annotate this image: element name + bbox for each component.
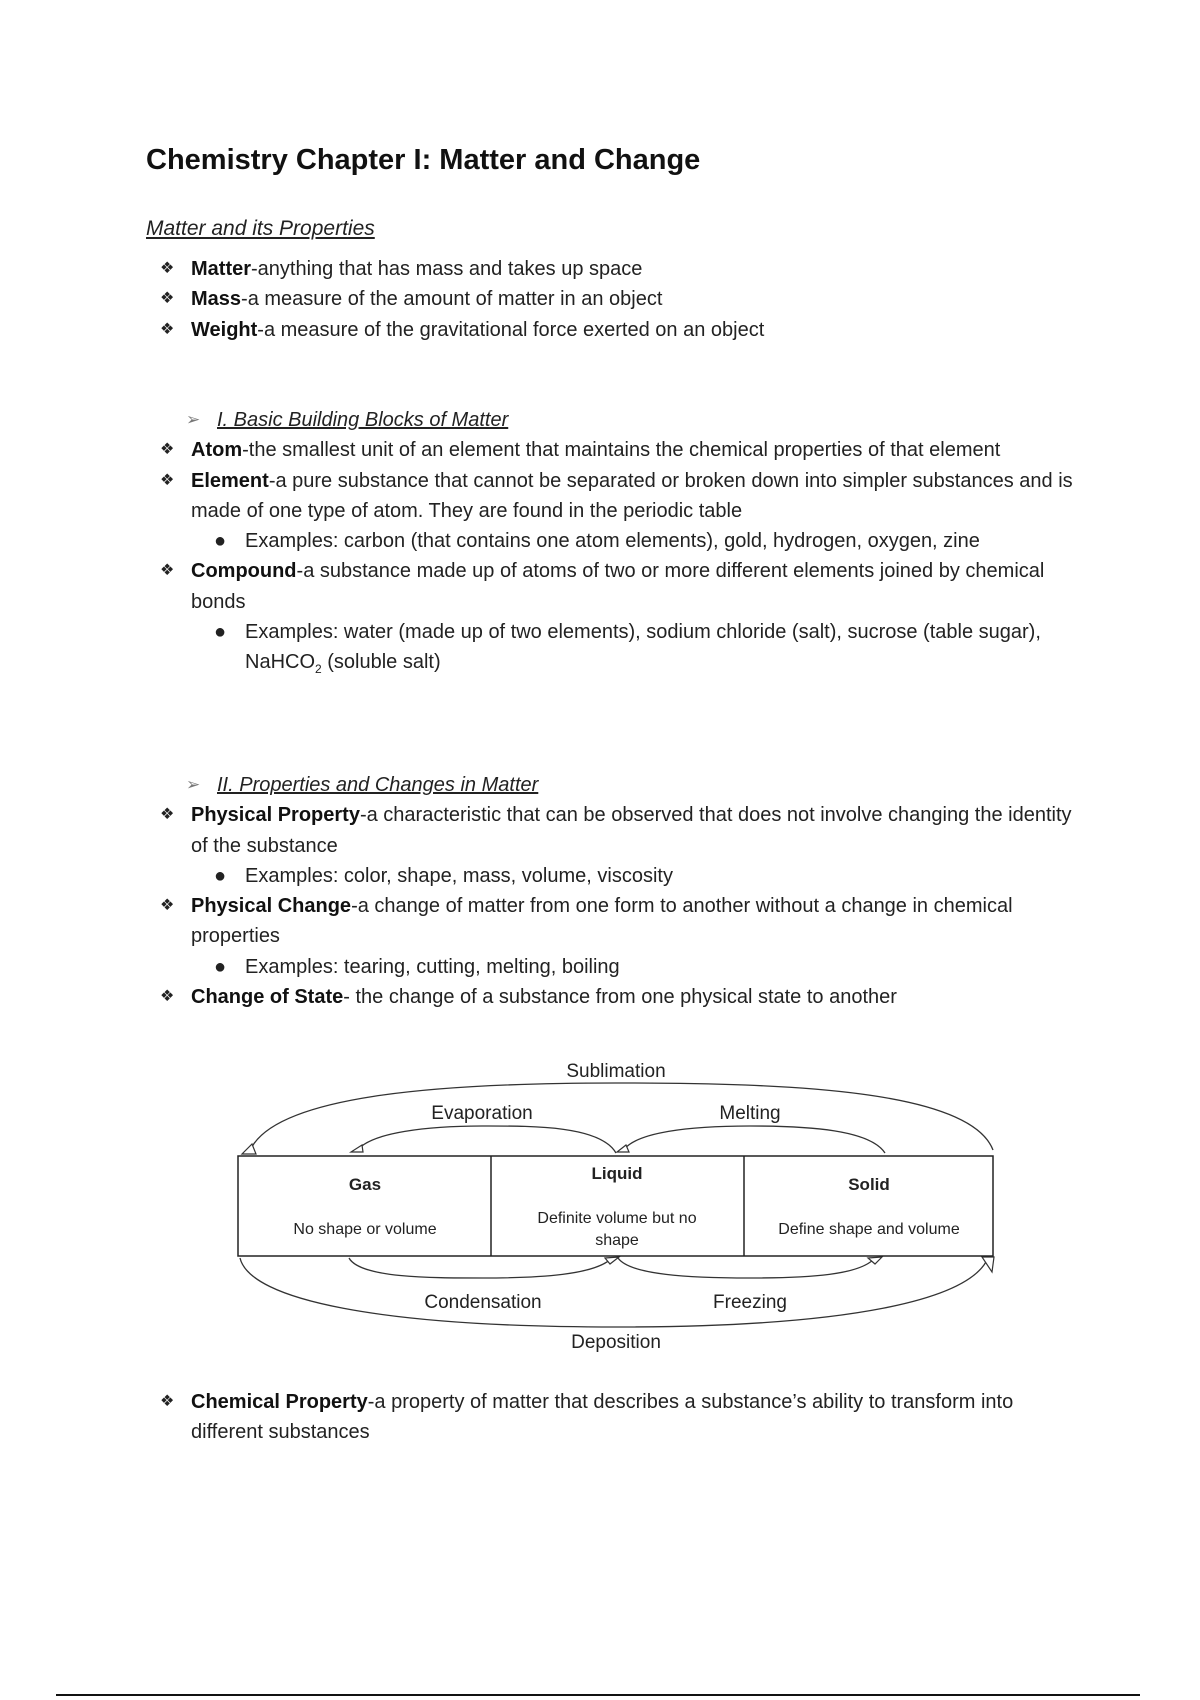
list-item: [0, 284, 1200, 314]
list-item: [0, 466, 1200, 527]
diamond-bullet-icon: ❖: [160, 260, 175, 277]
definition: -anything that has mass and takes up space: [251, 258, 643, 280]
diamond-bullet-icon: ❖: [160, 471, 175, 489]
dot-bullet-icon: ●: [214, 530, 227, 553]
diamond-bullet-icon: ❖: [160, 897, 175, 915]
sub-list-item: [0, 526, 1200, 556]
part2: [0, 770, 1200, 1012]
sub-list-item: [0, 617, 1200, 685]
diamond-bullet-icon: ❖: [160, 441, 175, 459]
example-text: Examples: tearing, cutting, melting, boiling: [245, 955, 620, 978]
arrow-bullet-icon: ➢: [186, 775, 201, 794]
term: Chemical Property: [191, 1391, 368, 1413]
term: Physical Change: [191, 895, 352, 918]
definition: -a measure of the gravitational force exerted on an object: [257, 318, 765, 341]
heading-text: II. Properties and Changes in Matter: [217, 774, 539, 796]
condensation-arc: [349, 1258, 612, 1278]
intro-list: [0, 254, 1200, 345]
condensation-label: Condensation: [424, 1292, 542, 1313]
example-text: Examples: color, shape, mass, volume, viscosity: [245, 864, 673, 887]
section-heading: Matter and its Properties: [146, 217, 375, 240]
freezing-label: Freezing: [713, 1292, 787, 1313]
diamond-bullet-icon: ❖: [160, 1393, 175, 1410]
arrowhead-icon: [242, 1144, 256, 1154]
example-text-end: (soluble salt): [321, 651, 441, 674]
definition: -a characteristic that can be observed that does not involve changing the identity of the substance: [191, 804, 1072, 857]
sublimation-label: Sublimation: [566, 1061, 666, 1082]
dot-bullet-icon: ●: [214, 955, 227, 978]
definition: -the smallest unit of an element that maintains the chemical properties of that element: [242, 439, 1001, 462]
dot-bullet-icon: ●: [214, 621, 227, 644]
part2-heading: [0, 770, 1200, 800]
dot-bullet-icon: ●: [214, 864, 227, 887]
sub-list-item: [0, 861, 1200, 891]
solid-label: Solid: [848, 1175, 890, 1194]
term: Compound: [191, 560, 297, 583]
footer-divider: [56, 1694, 1140, 1696]
gas-description: No shape or volume: [293, 1221, 437, 1238]
example-text: Examples: water (made up of two elements), sodium chloride (salt), sucrose (table sugar), NaHCO: [245, 621, 1041, 674]
diamond-bullet-icon: ❖: [160, 806, 175, 824]
melting-label: Melting: [719, 1103, 781, 1124]
term: Physical Property: [191, 804, 360, 827]
subscript: 2: [315, 662, 322, 677]
gas-label: Gas: [348, 1175, 382, 1194]
diamond-bullet-icon: ❖: [160, 320, 175, 338]
term: Weight: [191, 318, 258, 341]
term: Element: [191, 469, 269, 492]
evaporation-label: Evaporation: [431, 1103, 533, 1124]
definition: -a change of matter from one form to another without a change in chemical properties: [191, 895, 1013, 948]
arrow-bullet-icon: ➢: [186, 410, 201, 429]
liquid-label: Liquid: [591, 1164, 643, 1183]
melting-arc: [623, 1126, 885, 1153]
part1-heading: [0, 405, 1200, 435]
deposition-arc: [240, 1258, 988, 1327]
diamond-bullet-icon: ❖: [160, 988, 175, 1006]
definition: -a property of matter that describes a substance’s ability to transform into different substances: [191, 1391, 1014, 1444]
diamond-bullet-icon: ❖: [160, 290, 175, 308]
page-title: Chemistry Chapter I: Matter and Change: [146, 144, 701, 176]
deposition-label: Deposition: [571, 1332, 661, 1353]
evaporation-arc: [357, 1126, 616, 1153]
sublimation-arc: [249, 1083, 993, 1153]
list-item: [0, 254, 1200, 284]
arrowhead-icon: [351, 1145, 363, 1152]
term: Matter: [191, 258, 252, 280]
solid-description: Define shape and volume: [778, 1221, 960, 1238]
example-text: Examples: carbon (that contains one atom elements), gold, hydrogen, oxygen, zine: [245, 530, 980, 553]
states-of-matter-diagram: [230, 1050, 1010, 1360]
term: Mass: [191, 288, 242, 311]
definition: - the change of a substance from one physical state to another: [343, 986, 897, 1009]
diamond-bullet-icon: ❖: [160, 562, 175, 580]
definition: -a pure substance that cannot be separated or broken down into simpler substances and is made of one type of atom. They are found in the periodic table: [191, 469, 1073, 522]
list-item: [0, 800, 1200, 861]
list-item: [0, 982, 1200, 1012]
term: Change of State: [191, 986, 344, 1009]
part1: [0, 405, 1200, 685]
liquid-description: Definite volume but no: [537, 1210, 697, 1227]
sub-list-item: [0, 952, 1200, 982]
list-item: [0, 556, 1200, 617]
definition: -a substance made up of atoms of two or more different elements joined by chemical bonds: [191, 560, 1045, 613]
arrowhead-icon: [605, 1257, 619, 1264]
list-item: [0, 315, 1200, 345]
liquid-description-line2: shape: [595, 1232, 639, 1249]
freezing-arc: [618, 1258, 875, 1278]
heading-text: I. Basic Building Blocks of Matter: [217, 409, 509, 431]
chemical-property-list: [0, 1387, 1200, 1448]
list-item: [0, 1387, 1200, 1448]
list-item: [0, 891, 1200, 952]
list-item: [0, 435, 1200, 465]
term: Atom: [191, 439, 243, 462]
definition: -a measure of the amount of matter in an object: [241, 288, 663, 311]
